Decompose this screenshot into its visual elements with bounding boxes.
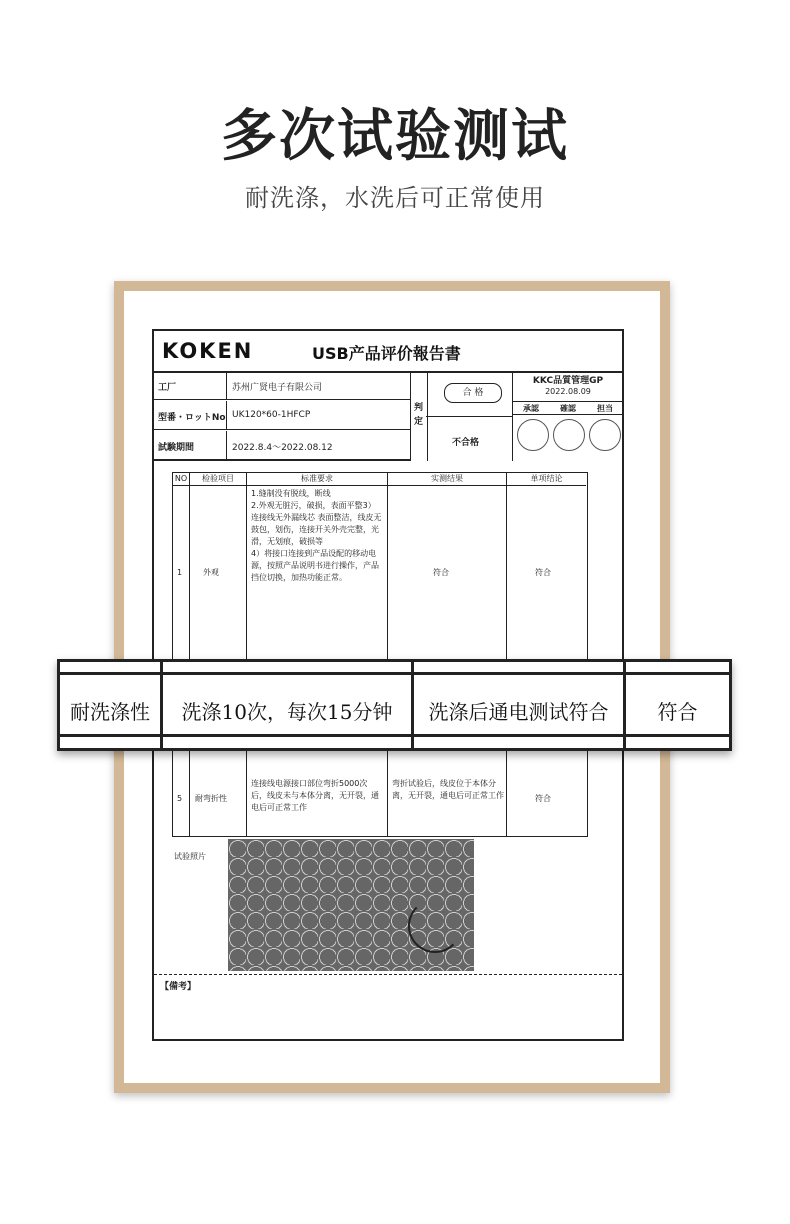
- qm-roles: [513, 401, 623, 415]
- info-row-period: [154, 431, 410, 461]
- highlight-item: 耐洗涤性: [70, 700, 150, 724]
- row-5-no: 5: [177, 794, 183, 803]
- highlight-requirement: 洗涤10次，每次15分钟: [181, 700, 393, 724]
- divider: [246, 473, 247, 836]
- confirm-stamp: [553, 419, 585, 451]
- photo-label: 试验照片: [174, 852, 206, 861]
- judgement-label: 判定: [414, 403, 424, 427]
- info-label: 工厂: [158, 383, 177, 393]
- approval-stamp: [517, 419, 549, 451]
- highlight-result-cell: [414, 662, 626, 748]
- charge-stamp: [589, 419, 621, 451]
- report-title: USB产品评价報告書: [312, 344, 461, 363]
- row-5-item: 耐弯折性: [195, 794, 227, 803]
- divider: [387, 473, 388, 836]
- divider: [226, 431, 227, 459]
- page-subtitle: 耐洗涤，水洗后可正常使用: [245, 184, 545, 212]
- info-value: 苏州广贤电子有限公司: [232, 383, 323, 393]
- table-header-no: NO: [173, 473, 190, 486]
- divider: [226, 371, 227, 399]
- washing-test-highlight-row: [57, 659, 732, 751]
- test-photo: [228, 839, 474, 971]
- highlight-conclusion-cell: [626, 662, 729, 748]
- divider: [154, 974, 622, 975]
- brand-logo: KOKEN: [162, 339, 254, 363]
- info-value: 2022.8.4～2022.08.12: [232, 443, 333, 453]
- highlight-conclusion: 符合: [657, 700, 698, 724]
- table-header-conclusion: 单项结论: [507, 473, 586, 486]
- info-value: UK120*60-1HFCP: [232, 410, 311, 420]
- divider: [189, 473, 190, 836]
- report-header: [154, 331, 622, 373]
- qm-date: 2022.08.09: [545, 387, 591, 396]
- pass-label: 合 格: [444, 383, 502, 403]
- qm-role-approve: 承認: [523, 404, 539, 413]
- highlight-item-cell: [60, 662, 163, 748]
- row-5-requirement: 连接线电源接口部位弯折5000次后，线皮未与本体分离，无开裂，通电后可正常工作: [251, 779, 379, 812]
- info-label: 試験期間: [158, 443, 195, 453]
- info-row-factory: [154, 371, 410, 400]
- row-1-no: 1: [177, 568, 183, 577]
- table-header-item: 检验项目: [190, 473, 247, 486]
- highlight-result: 洗涤后通电测试符合: [428, 700, 609, 724]
- row-1-item: 外观: [203, 568, 219, 577]
- row-5-conclusion: 符合: [535, 794, 551, 803]
- page-title: 多次试验测试: [221, 103, 569, 169]
- table-header-requirement: 标准要求: [247, 473, 388, 486]
- qm-role-confirm: 確認: [560, 404, 576, 413]
- row-1-requirement: 1.缝制没有脱线，断线 2.外观无脏污，破损，表面平整3）连接线无外漏线芯 表面整洁，线皮无鼓包，划伤，连接开关外壳完整，光滑，无划痕，破损等 4）将接口连接到产品设配的移动电源，按照产品说明书进行操作，产品挡位切换，加热功能正常。: [251, 489, 382, 582]
- divider: [426, 416, 512, 417]
- info-row-lot: [154, 401, 410, 430]
- quality-management-block: [512, 371, 623, 461]
- table-header-result: 实测结果: [388, 473, 507, 486]
- divider: [226, 401, 227, 429]
- fail-label: 不合格: [452, 438, 480, 448]
- cable-illustration: [408, 899, 462, 953]
- row-1-result: 符合: [433, 568, 449, 577]
- divider: [506, 473, 507, 836]
- highlight-requirement-cell: [163, 662, 414, 748]
- row-1-conclusion: 符合: [535, 568, 551, 577]
- qm-title: KKC品質管理GP: [532, 376, 604, 386]
- qm-role-charge: 担当: [597, 404, 613, 413]
- info-label: 型番・ロットNo: [158, 413, 226, 423]
- remarks-label: 【備考】: [160, 982, 197, 992]
- row-5-result: 弯折试验后，线皮位于本体分离，无开裂，通电后可正常工作: [392, 779, 504, 800]
- inspection-table: [172, 472, 588, 837]
